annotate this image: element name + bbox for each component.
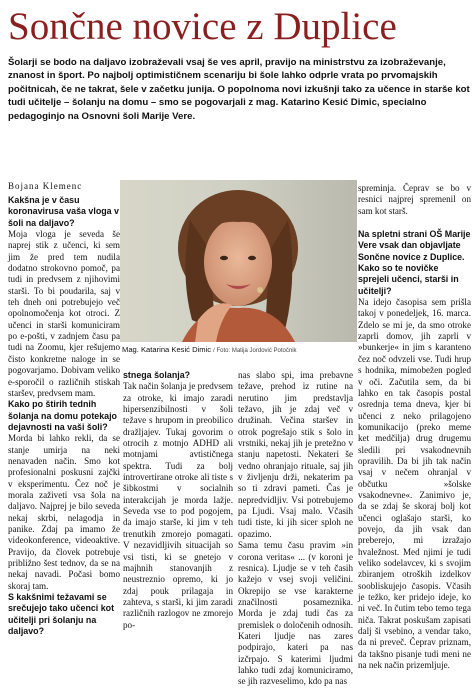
question: S kakšnimi težavami se srečujejo tako učenci kot učitelji pri šolanju na daljavo? <box>8 592 115 637</box>
answer-paragraph: Moja vloga je seveda še naprej stik z učenci, ki sem jim že pred tem nudila dodatno strokovno pomoč, pa tudi in predvsem z njihovimi starši. To bi poudarila, saj v teh dneh oni potrebujejo več opolnomočenja kot otroci. Z učenci in starši komuniciram po e-pošti, v zadnjem času pa tudi na Zoomu, kjer rešujemo čisto konkretne naloge in se pogovarjamo. Dobivam veliko e-sporočil o različnih stiskah staršev, predvsem mam. <box>8 229 120 398</box>
question: Kakšna je v času koronavirusa vaša vloga v šoli na daljavo? <box>8 195 119 228</box>
question: Na spletni strani OŠ Marije Vere vsak dan objavljate Sončne novice z Duplice. Kako so te novičke sprejeli učenci, starši in učitelji? <box>358 229 471 296</box>
answer-paragraph: Na idejo časopisa sem prišla takoj v ponedeljek, 16. marca. Zdelo se mi je, da smo otroke zaprli domov, jih zaprli v »bunkerje« in jim s karanteno čez noč odvzeli vse. Tudi hrup s hodnika, mimobežen pogled v oči. Začutila sem, da bi lahko en tak časopis postal osrednja tema dneva, kjer bi učenci z neko prilagojeno komunikacijo (preko meme ket medčilja) drug drugemu sledili pri vsakodnevnih opravilih. Da bi jih tak način vsaj v nečem ohranjal v občutku »šolske vsakodnevne«. Zanimivo je, da se zdaj še skoraj bolj kot učenci oglašajo starši, ko povejo, da jih vsak dan preberejo, mi izražajo hvaležnost. Med njimi je tudi veliko sodelavcev, ki s svojim zbiranjem otroških izdelkov soobliskujejo časopis. Včasih je težko, ker pridejo ideje, ko ni več. In čutim tebo temo tega niča. Takrat poskušam zapisati dalj ši vsebino, a vendar tako, da ni preveč. Čeprav priznam, da takšno pisanje tudi meni ne na nek način prizemljuje. <box>358 297 471 671</box>
column-3 <box>238 370 353 688</box>
article-headline: Sončne novice z Duplice <box>8 5 397 48</box>
caption-name: Mag. Katarina Kesić Dimic <box>122 345 212 354</box>
photo-caption <box>122 345 362 354</box>
column-2 <box>123 370 233 631</box>
question: stnega šolanja? <box>123 370 191 380</box>
article-lead: Šolarji se bodo na daljavo izobraževali vsaj še ves april, pravijo na ministrstvu za izobraževanje, znanost in šport. Po najbolj optimističnem scenariju bi šole lahko odprle vrata po prvomajskih počitnicah, če ne takrat, šele v začetku junija. O popolnoma novi izkušnji tako za učence in starše kot tudi učitelje – šolanju na domu – smo se pogovarjali z mag. Katarino Kesić Dimic, specialno pedagoginjo na Osnovni šoli Marije Vere. <box>8 57 470 122</box>
photo-credit: / Foto: Matija Jordović Potočnik <box>213 348 297 354</box>
answer-paragraph: Sama temu času pravim »in corona veritas« ... (v koroni je resnica). Ljudje se v teh časih kažejo v vsej svoji veličini. Okrepijo se vse karakterne značilnosti posameznika. Morda je zdaj tudi čas za premislek o določenih odnosih. Kateri ljudje nas zares podpirajo, kateri pa nas izčrpajo. S katerimi ljudmi lahko tudi zdaj komuniciramo, se jih razveselimo, kdo pa nas <box>238 540 353 687</box>
portrait-illustration <box>120 180 357 342</box>
question: Kako po štirih tednih šolanja na domu potekajo dejavnosti na vaši šoli? <box>8 399 117 432</box>
answer-paragraph: Tak način šolanja je predvsem za otroke, ki imajo zaradi hipersenzibilnosti v šoli težave s hrupom in preobilico dražljajev. Tukaj govorim o otrocih z motnjo ADHD ali motnjami avtističnega spektra. Tudi za bolj introvertirane otroke ali tiste s šibkostmi v socialnih interakcijah je morda lažje. Seveda vse to pod pogojem, da imajo starše, ki jim v teh trenutkih zmorejo pomagati. V nezavidljivih situacijah so vsi tisti, ki se gnetejo v majhnih stanovanjih z neustreznio opremo, ki jo zdaj pouk prilagaja in zahteva, s starši, ki jim zaradi različnih razlogov ne zmorejo po- <box>123 381 233 630</box>
column-1 <box>8 195 120 637</box>
author-byline: Bojana Klemenc <box>8 181 83 191</box>
column-4 <box>358 183 471 671</box>
answer-paragraph: spreminja. Čeprav se bo v resnici najprej spremenil on sam kot starš. <box>358 183 471 216</box>
answer-paragraph: Morda bi lahko rekli, da se stanje umirja na neki nenavaden način. Smo kot profesionalni poskusni zajčki v eksperimentu. Čez noč je morala zaživeti vsa šola na daljavo. Najprej je bilo seveda nekaj skrbi, nelagodja in panike. Zdaj pa imamo že videokonference, videoaktive. Pravijo, da človek potrebuje približno šest tednov, da se na nekaj navadi. Počasi bomo skoraj tam. <box>8 433 120 591</box>
portrait-photo <box>120 180 357 342</box>
answer-paragraph: nas slabo spi, ima prebavne težave, prehod iz rutine na nerutino jim predstavlja težavo, jih je zdaj več v družinah. Večina staršev in otrok pogrešajo stik s šolo in vrstniki, nekaj jih je pretežno v stanju napetosti. Nekateri še vedno ohranjajo rituale, saj jih v življenju drži, nekaterim pa so ti zdravi pameti. Čas je nepredvidljiv. Vsi potrebujemo pa Ljudi. Vsaj malo. Včasih tudi tiste, ki jih sicer sploh ne opazimo. <box>238 370 353 539</box>
